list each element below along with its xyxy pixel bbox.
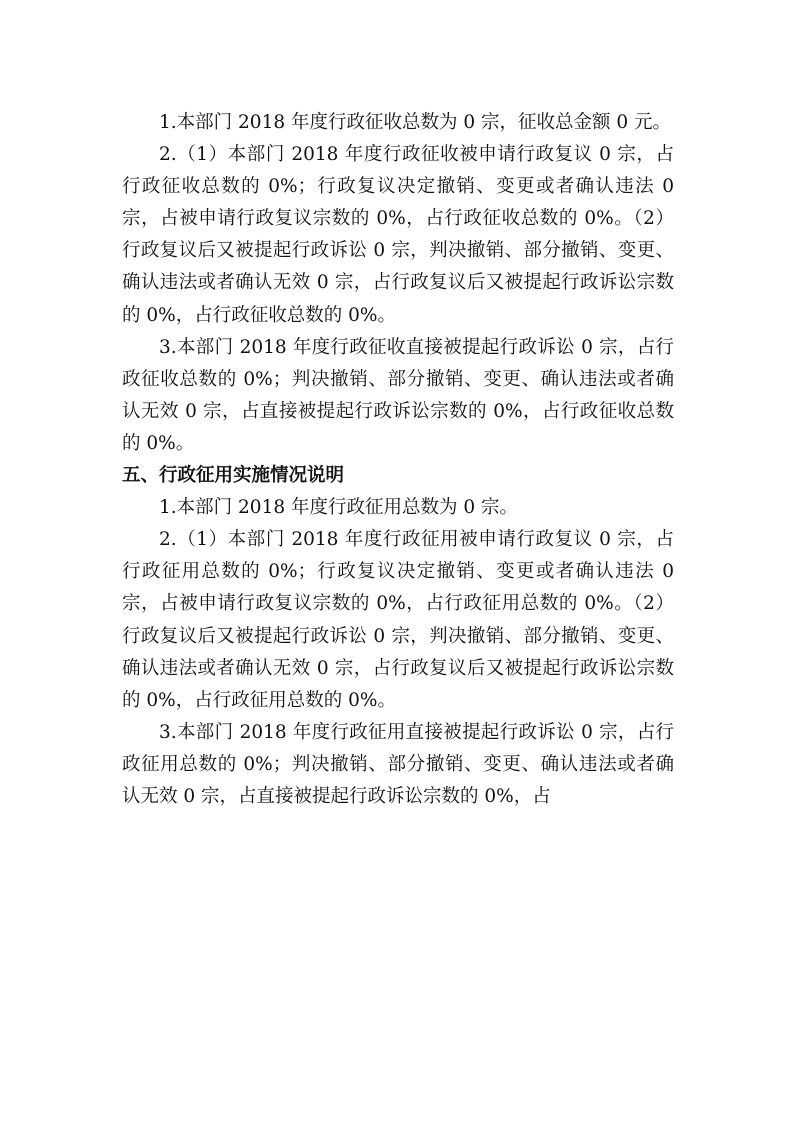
requisition-litigation-paragraph: 3.本部门 2018 年度行政征用直接被提起行政诉讼 0 宗，占行政征用总数的 0%；判决撤销、部分撤销、变更、确认违法或者确认无效 0 宗，占直接被提起行政诉讼宗数的 0%，占 bbox=[122, 721, 674, 807]
requisition-review-paragraph: 2.（1）本部门 2018 年度行政征用被申请行政复议 0 宗，占行政征用总数的 0%；行政复议决定撤销、变更或者确认违法 0 宗，占被申请行政复议宗数的 0%，占行政征用总数的 0%。（2）行政复议后又被提起行政诉讼 0 宗，判决撤销、部分撤销、变更、确认违法或者确认无效 0 宗，占行政复议后又被提起行政诉讼宗数的 0%，占行政征用总数的 0%。 bbox=[122, 529, 674, 711]
document-body bbox=[122, 107, 674, 813]
levy-review-paragraph: 2.（1）本部门 2018 年度行政征收被申请行政复议 0 宗，占行政征收总数的 0%；行政复议决定撤销、变更或者确认违法 0 宗，占被申请行政复议宗数的 0%，占行政征收总数的 0%。（2）行政复议后又被提起行政诉讼 0 宗，判决撤销、部分撤销、变更、确认违法或者确认无效 0 宗，占行政复议后又被提起行政诉讼宗数的 0%，占行政征收总数的 0%。 bbox=[122, 144, 674, 326]
levy-litigation-paragraph: 3.本部门 2018 年度行政征收直接被提起行政诉讼 0 宗，占行政征收总数的 0%；判决撤销、部分撤销、变更、确认违法或者确认无效 0 宗，占直接被提起行政诉讼宗数的 0%，占行政征收总数的 0%。 bbox=[122, 336, 674, 454]
levy-total-paragraph: 1.本部门 2018 年度行政征收总数为 0 宗，征收总金额 0 元。 bbox=[159, 112, 672, 133]
requisition-section-heading: 五、行政征用实施情况说明 bbox=[122, 465, 345, 487]
requisition-total-paragraph: 1.本部门 2018 年度行政征用总数为 0 宗。 bbox=[159, 497, 519, 519]
